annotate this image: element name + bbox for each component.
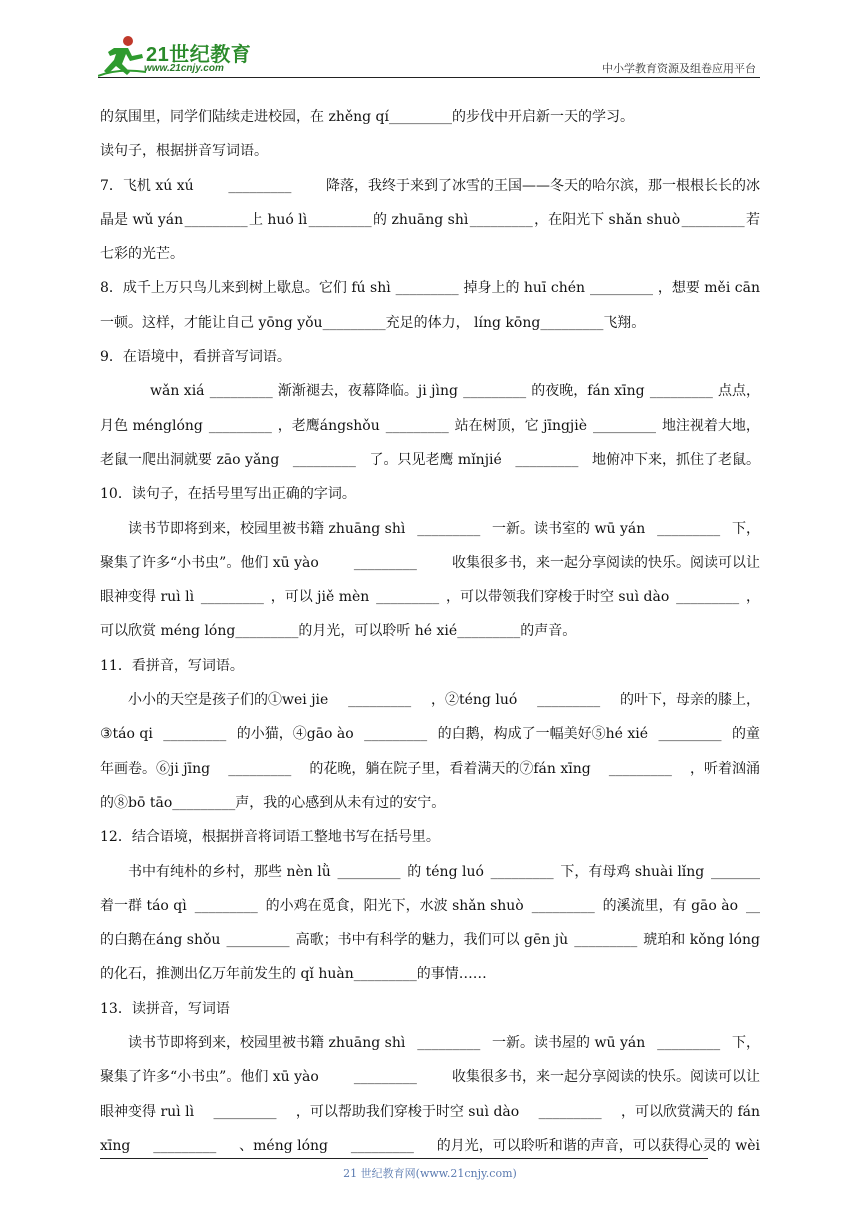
answer-blank: _________ (395, 280, 459, 297)
text-segment: 若 (745, 211, 760, 228)
text-line (100, 1095, 760, 1129)
text-segment: ， (745, 589, 760, 606)
answer-blank: _________ (292, 451, 356, 468)
answer-blank: _________ (589, 280, 653, 297)
text-segment: 的氛围里，同学们陆续走进校园，在 zhěng qí (100, 109, 389, 125)
answer-blank: _________ (540, 314, 604, 331)
answer-blank: _________ (200, 589, 264, 606)
text-line (100, 820, 760, 854)
text-segment: 下，有母鸡 shuài lǐng (560, 863, 705, 880)
text-segment: 书中有纯朴的乡村，那些 nèn lǜ (128, 863, 331, 880)
text-segment: 的⑧bō tāo (100, 794, 173, 811)
text-segment: 高歌；书中有科学的魅力，我们可以 gēn jù (295, 932, 569, 949)
answer-blank: _________ (348, 692, 412, 709)
answer-blank: _________ (649, 383, 713, 400)
text-line (100, 374, 760, 408)
answer-blank: _________ (172, 794, 236, 811)
text-line (100, 237, 760, 271)
answer-blank: _______ (711, 863, 760, 880)
text-segment: 掉身上的 huī chén (463, 280, 586, 297)
answer-blank: _________ (537, 692, 601, 709)
text-segment: 声，我的心感到从未有过的安宁。 (235, 794, 446, 811)
text-line (100, 786, 760, 820)
header-divider (98, 77, 760, 78)
text-segment: 的童 (731, 726, 760, 743)
text-segment: ，可以欣赏满天的 fán (621, 1103, 760, 1120)
answer-blank: _________ (213, 1103, 277, 1120)
text-segment: 10．读句子，在括号里写出正确的字词。 (100, 486, 356, 503)
text-segment: 下， (731, 520, 760, 537)
site-logo (98, 34, 268, 80)
text-segment: 了。只见老鹰 mǐnjié (369, 451, 502, 468)
text-line (100, 855, 760, 889)
text-segment: 的月光，可以聆听和谐的声音，可以获得心灵的 wèi (436, 1137, 760, 1154)
text-segment: wǎn xiá (150, 383, 205, 400)
text-line (100, 683, 760, 717)
text-segment: 一新。读书室的 wū yán (492, 520, 646, 537)
text-segment: 眼神变得 ruì lì (100, 1103, 195, 1120)
answer-blank: _________ (153, 1137, 217, 1154)
answer-blank: _________ (681, 211, 745, 228)
answer-blank: _________ (376, 589, 440, 606)
text-segment: 7．飞机 xú xú (100, 177, 194, 194)
text-segment: 着一群 táo qì (100, 897, 187, 914)
text-line (100, 340, 760, 374)
text-segment: 的白鹅，构成了一幅美好⑤hé xié (437, 726, 649, 743)
brand-url: www.21cnjy.com (144, 63, 224, 74)
answer-blank: _________ (417, 520, 481, 537)
text-segment: 的 téng luó (407, 863, 484, 880)
page-footer: 21 世纪教育网(www.21cnjy.com) (343, 1167, 517, 1180)
text-segment: 站在树顶，它 jīngjiè (454, 417, 588, 434)
text-line (100, 923, 760, 957)
text-line (100, 546, 760, 580)
text-segment: 的小猫，④gāo ào (236, 726, 354, 743)
text-segment: 点点， (718, 383, 760, 400)
text-segment: 降落，我终于来到了冰雪的王国——冬天的哈尔滨，那一根根长长的冰 (325, 177, 760, 194)
answer-blank: _________ (308, 211, 372, 228)
brand-name: 21世纪教育 (146, 44, 252, 66)
text-segment: 的夜晚，fán xīng (531, 383, 645, 400)
text-segment: 下， (731, 1035, 760, 1052)
answer-blank: _________ (592, 417, 656, 434)
answer-blank: _________ (608, 760, 672, 777)
text-segment: 收集很多书，来一起分享阅读的快乐。阅读可以让 (452, 554, 760, 571)
text-line (100, 477, 760, 511)
text-line (100, 889, 760, 923)
text-segment: 老鼠一爬出洞就要 zāo yǎng (100, 451, 280, 468)
text-segment: 小小的天空是孩子们的①wei jie (128, 692, 329, 709)
text-segment: 的花晚，躺在院子里，看着满天的⑦fán xīng (309, 760, 591, 777)
answer-blank: _________ (417, 1035, 481, 1052)
text-segment: 飞翔。 (603, 314, 646, 331)
answer-blank: _________ (490, 863, 554, 880)
text-segment: ③táo qi (100, 726, 153, 743)
text-segment: 渐渐褪去，夜幕降临。ji jìng (277, 383, 458, 400)
answer-blank: _________ (385, 417, 449, 434)
runner-logo-icon (98, 34, 148, 78)
text-line (100, 100, 760, 134)
answer-blank: _________ (353, 1069, 417, 1086)
answer-blank: _________ (337, 863, 401, 880)
text-line (100, 717, 760, 751)
text-line (100, 512, 760, 546)
answer-blank: _________ (389, 109, 452, 125)
text-segment: 七彩的光芒。 (100, 246, 184, 263)
text-line (100, 1060, 760, 1094)
text-line (100, 649, 760, 683)
text-line (100, 169, 760, 203)
text-segment: 12．结合语境，根据拼音将词语工整地书写在括号里。 (100, 829, 440, 846)
text-segment: 收集很多书，来一起分享阅读的快乐。阅读可以让 (452, 1069, 760, 1086)
answer-blank: _________ (463, 383, 527, 400)
footer-divider (100, 1158, 708, 1159)
answer-blank: _________ (228, 760, 292, 777)
text-segment: 的小鸡在觅食，阳光下，水波 shǎn shuò (265, 897, 524, 914)
text-segment: 8．成千上万只鸟儿来到树上歇息。它们 fú shì (100, 280, 391, 297)
text-segment: 的事情…… (416, 966, 487, 983)
answer-blank: _________ (515, 451, 579, 468)
text-line (100, 1026, 760, 1060)
text-line (100, 752, 760, 786)
text-line (100, 203, 760, 237)
answer-blank: _________ (163, 726, 227, 743)
text-segment: 充足的体力， líng kōng (385, 314, 541, 331)
text-segment: ，想要 měi cān (657, 280, 760, 297)
document-body (100, 100, 760, 1163)
answer-blank: _________ (364, 726, 428, 743)
text-line (100, 580, 760, 614)
answer-blank: _________ (457, 623, 521, 640)
text-line (100, 134, 760, 168)
answer-blank: _________ (350, 1137, 414, 1154)
answer-blank: _________ (531, 897, 595, 914)
page-header (98, 30, 758, 78)
answer-blank: _________ (322, 314, 386, 331)
answer-blank: _________ (657, 520, 721, 537)
text-segment: 聚集了许多“小书虫”。他们 xū yào (100, 554, 319, 571)
answer-blank: _________ (657, 1035, 721, 1052)
answer-blank: _________ (226, 932, 290, 949)
text-segment: 的月光，可以聆听 hé xié (298, 623, 458, 640)
answer-blank: _________ (676, 589, 740, 606)
text-line (100, 443, 760, 477)
text-segment: 读书节即将到来，校园里被书籍 zhuāng shì (128, 1035, 406, 1052)
text-segment: 的声音。 (520, 623, 577, 640)
answer-blank: _________ (208, 417, 272, 434)
answer-blank: _________ (469, 211, 533, 228)
text-line (100, 957, 760, 991)
text-segment: 的叶下，母亲的膝上， (619, 692, 760, 709)
answer-blank: _________ (235, 623, 299, 640)
text-segment: 、méng lóng (239, 1137, 329, 1154)
answer-blank: _________ (658, 726, 722, 743)
text-segment: 的白鹅在áng shǒu (100, 932, 221, 949)
text-segment: ，可以 jiě mèn (270, 589, 370, 606)
text-segment: xīng (100, 1137, 131, 1154)
text-segment: 年画卷。⑥ji jīng (100, 760, 211, 777)
text-segment: 可以欣赏 méng lóng (100, 623, 236, 640)
text-segment: 地注视着大地， (661, 417, 760, 434)
text-segment: 的 zhuāng shì (373, 211, 469, 228)
text-segment: 13．读拼音，写词语 (100, 1000, 230, 1017)
answer-blank: _________ (574, 932, 638, 949)
text-segment: 聚集了许多“小书虫”。他们 xū yào (100, 1069, 319, 1086)
text-line (100, 992, 760, 1026)
answer-blank: _________ (184, 211, 248, 228)
text-line (100, 409, 760, 443)
answer-blank: _________ (353, 554, 417, 571)
text-segment: 上 huó lì (248, 211, 308, 228)
text-segment: ，听着汹涌 (690, 760, 760, 777)
text-segment: 的溪流里，有 gāo ào (602, 897, 739, 914)
text-segment: 读句子，根据拼音写词语。 (100, 143, 268, 160)
text-line (100, 306, 760, 340)
text-line (100, 614, 760, 648)
platform-title: 中小学教育资源及组卷应用平台 (602, 62, 756, 75)
text-segment: 9．在语境中，看拼音写词语。 (100, 349, 291, 366)
text-segment: 地俯冲下来，抓住了老鼠。 (592, 451, 760, 468)
text-segment: 一新。读书屋的 wū yán (492, 1035, 646, 1052)
text-segment: 的步伐中开启新一天的学习。 (452, 109, 634, 125)
text-segment: 晶是 wǔ yán (100, 211, 184, 228)
text-segment: ，在阳光下 shǎn shuò (534, 211, 681, 228)
text-segment: ，可以帮助我们穿梭于时空 suì dào (295, 1103, 520, 1120)
answer-blank: _________ (228, 177, 292, 194)
text-segment: 琥珀和 kǒng lóng (643, 932, 760, 949)
text-segment: ，可以带领我们穿梭于时空 suì dào (445, 589, 670, 606)
text-segment: ，②téng luó (431, 692, 518, 709)
text-segment: 读书节即将到来，校园里被书籍 zhuāng shì (128, 520, 406, 537)
answer-blank: __ (745, 897, 760, 914)
text-segment: 眼神变得 ruì lì (100, 589, 195, 606)
text-line (100, 271, 760, 305)
text-segment: 11．看拼音，写词语。 (100, 657, 244, 674)
text-segment: 月色 ménglóng (100, 417, 203, 434)
answer-blank: _________ (538, 1103, 602, 1120)
answer-blank: _________ (194, 897, 258, 914)
answer-blank: _________ (209, 383, 273, 400)
answer-blank: _________ (353, 966, 417, 983)
text-segment: 一顿。这样，才能让自己 yōng yǒu (100, 314, 323, 331)
text-segment: 的化石，推测出亿万年前发生的 qǐ huàn (100, 966, 354, 983)
text-segment: ，老鹰ángshǒu (277, 417, 380, 434)
